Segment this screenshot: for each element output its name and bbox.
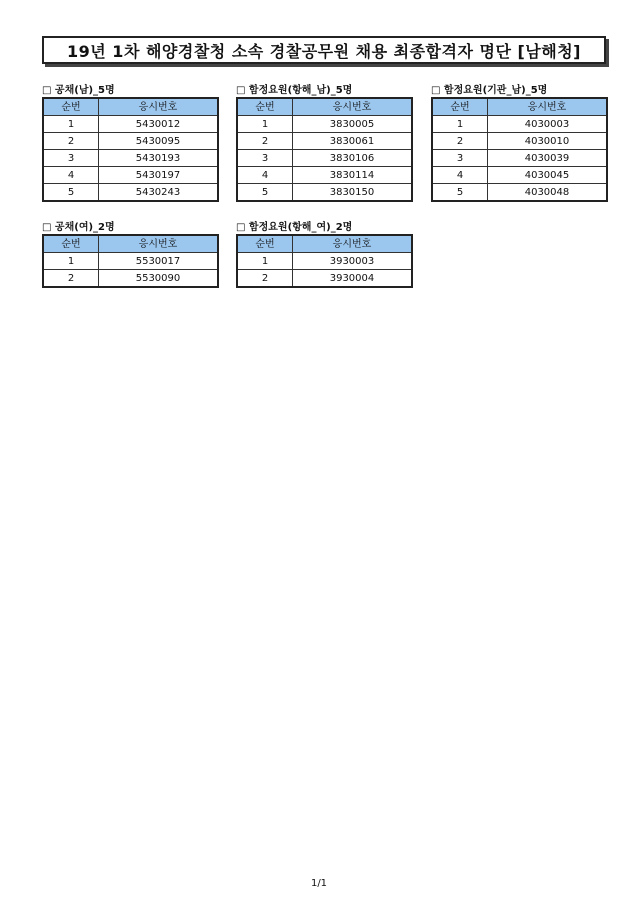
column-header-exam-id: 응시번호: [99, 235, 219, 253]
table-header-row: [237, 235, 412, 253]
exam-id: 3830061: [293, 133, 413, 150]
results-table: [42, 234, 219, 288]
table-row: [237, 167, 412, 184]
exam-id: 5430012: [99, 116, 219, 133]
table-row: [432, 133, 607, 150]
result-section: [236, 84, 413, 202]
row-number: 3: [432, 150, 488, 167]
row-number: 2: [43, 133, 99, 150]
column-header-number: 순번: [432, 98, 488, 116]
column-header-exam-id: 응시번호: [488, 98, 608, 116]
exam-id: 3830150: [293, 184, 413, 202]
exam-id: 3930004: [293, 270, 413, 288]
table-row: [432, 184, 607, 202]
row-number: 2: [43, 270, 99, 288]
table-row: [237, 270, 412, 288]
table-row: [43, 270, 218, 288]
row-number: 3: [43, 150, 99, 167]
row-number: 1: [237, 116, 293, 133]
section-heading: □ 공채(남)_5명: [42, 85, 115, 96]
row-number: 4: [432, 167, 488, 184]
row-number: 3: [237, 150, 293, 167]
exam-id: 4030039: [488, 150, 608, 167]
row-number: 2: [432, 133, 488, 150]
result-section: [236, 221, 413, 288]
row-number: 1: [432, 116, 488, 133]
results-table: [236, 234, 413, 288]
section-heading: □ 함정요원(기관_남)_5명: [431, 85, 548, 96]
table-row: [237, 150, 412, 167]
exam-id: 5530017: [99, 253, 219, 270]
section-heading: □ 함정요원(항해_여)_2명: [236, 222, 353, 233]
table-row: [43, 116, 218, 133]
table-row: [432, 150, 607, 167]
exam-id: 4030048: [488, 184, 608, 202]
row-number: 1: [43, 116, 99, 133]
exam-id: 4030003: [488, 116, 608, 133]
table-row: [237, 116, 412, 133]
section-heading: □ 공채(여)_2명: [42, 222, 115, 233]
table-header-row: [237, 98, 412, 116]
exam-id: 5430197: [99, 167, 219, 184]
result-section: [42, 221, 219, 288]
exam-id: 4030010: [488, 133, 608, 150]
row-number: 2: [237, 270, 293, 288]
results-table: [236, 97, 413, 202]
table-row: [43, 184, 218, 202]
column-header-exam-id: 응시번호: [99, 98, 219, 116]
row-number: 1: [43, 253, 99, 270]
exam-id: 5430193: [99, 150, 219, 167]
exam-id: 5530090: [99, 270, 219, 288]
table-row: [432, 116, 607, 133]
table-row: [43, 253, 218, 270]
row-number: 5: [237, 184, 293, 202]
row-number: 5: [432, 184, 488, 202]
result-section: [42, 84, 219, 202]
row-number: 2: [237, 133, 293, 150]
column-header-number: 순번: [43, 98, 99, 116]
table-row: [432, 167, 607, 184]
exam-id: 3830114: [293, 167, 413, 184]
table-row: [43, 150, 218, 167]
table-row: [237, 253, 412, 270]
row-number: 5: [43, 184, 99, 202]
section-heading: □ 함정요원(항해_남)_5명: [236, 85, 353, 96]
column-header-number: 순번: [237, 235, 293, 253]
exam-id: 5430243: [99, 184, 219, 202]
exam-id: 3830005: [293, 116, 413, 133]
exam-id: 3830106: [293, 150, 413, 167]
table-row: [237, 184, 412, 202]
row-number: 4: [237, 167, 293, 184]
exam-id: 5430095: [99, 133, 219, 150]
results-table: [42, 97, 219, 202]
document-title: 19년 1차 해양경찰청 소속 경찰공무원 채용 최종합격자 명단 [남해청]: [42, 36, 606, 64]
table-row: [43, 133, 218, 150]
page-number: 1/1: [310, 878, 328, 889]
table-row: [43, 167, 218, 184]
column-header-exam-id: 응시번호: [293, 235, 413, 253]
table-header-row: [43, 98, 218, 116]
column-header-exam-id: 응시번호: [293, 98, 413, 116]
column-header-number: 순번: [43, 235, 99, 253]
row-number: 1: [237, 253, 293, 270]
row-number: 4: [43, 167, 99, 184]
table-header-row: [432, 98, 607, 116]
exam-id: 3930003: [293, 253, 413, 270]
table-header-row: [43, 235, 218, 253]
results-table: [431, 97, 608, 202]
result-section: [431, 84, 608, 202]
exam-id: 4030045: [488, 167, 608, 184]
table-row: [237, 133, 412, 150]
column-header-number: 순번: [237, 98, 293, 116]
